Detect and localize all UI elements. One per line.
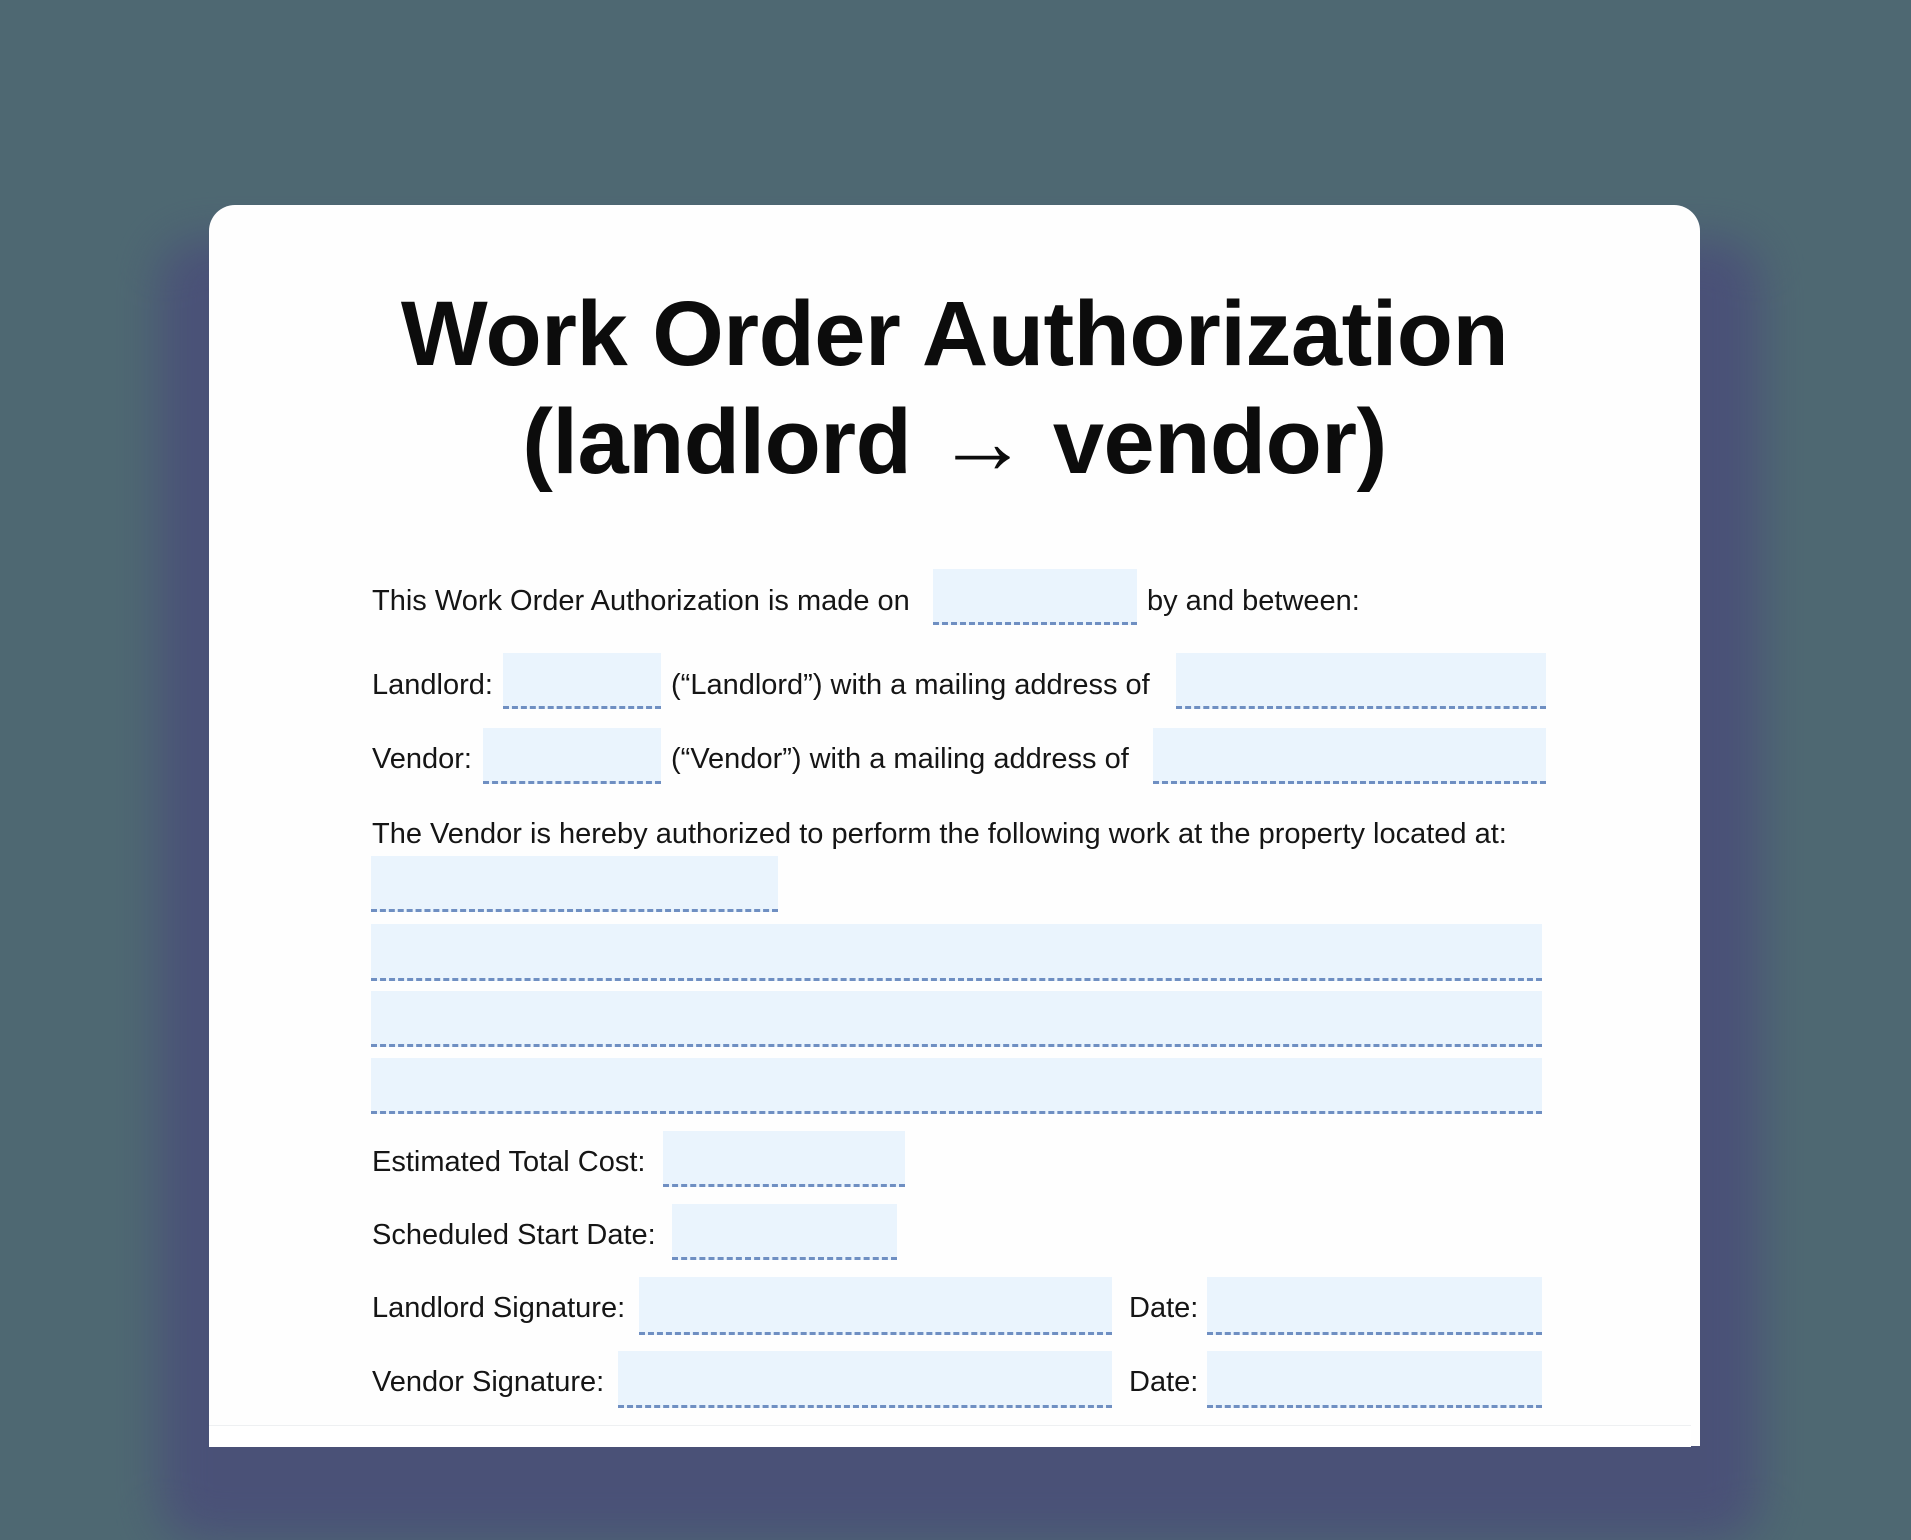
vendor-address-field[interactable] (1153, 728, 1546, 784)
work-description-line-1[interactable] (371, 924, 1542, 981)
agreement-date-field[interactable] (933, 569, 1137, 625)
work-authorization-statement: The Vendor is hereby authorized to perform the following work at the property located at: (372, 818, 1507, 850)
landlord-signature-label: Landlord Signature: (372, 1292, 626, 1324)
page-bottom-edge (209, 1425, 1691, 1447)
intro-text-after: by and between: (1147, 585, 1360, 617)
start-date-field[interactable] (672, 1204, 897, 1260)
vendor-date-label: Date: (1129, 1366, 1199, 1398)
vendor-label: Vendor: (372, 743, 472, 775)
vendor-mailing-text: (“Vendor”) with a mailing address of (671, 743, 1129, 775)
landlord-label: Landlord: (372, 669, 493, 701)
start-date-label: Scheduled Start Date: (372, 1219, 656, 1251)
title-line-1: Work Order Authorization (400, 283, 1509, 385)
vendor-name-field[interactable] (483, 728, 661, 784)
title-line-2: (landlord → vendor) (522, 391, 1387, 493)
document-title (209, 280, 1700, 496)
landlord-mailing-text: (“Landlord”) with a mailing address of (671, 669, 1150, 701)
vendor-signature-label: Vendor Signature: (372, 1366, 605, 1398)
landlord-address-field[interactable] (1176, 653, 1546, 709)
landlord-date-label: Date: (1129, 1292, 1199, 1324)
work-description-line-3[interactable] (371, 1058, 1542, 1114)
work-description-line-2[interactable] (371, 991, 1542, 1047)
vendor-date-field[interactable] (1207, 1351, 1542, 1408)
landlord-name-field[interactable] (503, 653, 661, 709)
landlord-date-field[interactable] (1207, 1277, 1542, 1335)
intro-text-before: This Work Order Authorization is made on (372, 585, 910, 617)
estimated-cost-field[interactable] (663, 1131, 905, 1187)
vendor-signature-field[interactable] (618, 1351, 1112, 1408)
estimated-cost-label: Estimated Total Cost: (372, 1146, 646, 1178)
landlord-signature-field[interactable] (639, 1277, 1112, 1335)
property-address-field[interactable] (371, 856, 778, 912)
